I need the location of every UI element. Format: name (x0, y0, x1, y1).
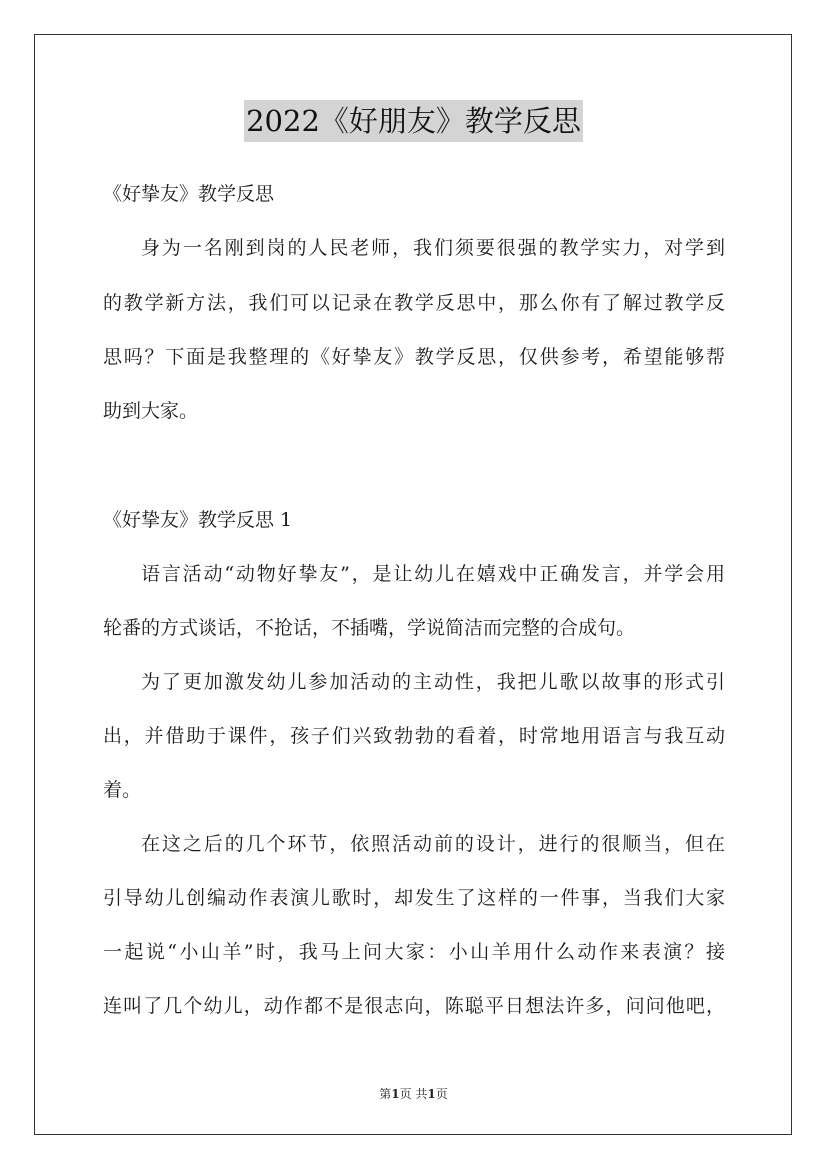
body-line: 着。 (103, 779, 142, 801)
title-block (0, 100, 827, 142)
body-line: 出，并借助于课件，孩子们兴致勃勃的看着，时常地用语言与我互动 (103, 725, 725, 747)
section-heading: 《好挚友》教学反思 1 (103, 509, 293, 531)
body-line: 引导幼儿创编动作表演儿歌时，却发生了这样的一件事，当我们大家 (103, 887, 725, 909)
body-line: 在这之后的几个环节，依照活动前的设计，进行的很顺当，但在 (141, 833, 725, 855)
body-line: 语言活动“动物好挚友”，是让幼儿在嬉戏中正确发言，并学会用 (141, 563, 725, 585)
footer-page-total: 1 (427, 1087, 436, 1101)
footer-prefix: 第 (379, 1087, 392, 1101)
intro-line: 身为一名刚到岗的人民老师，我们须要很强的教学实力，对学到 (141, 237, 725, 259)
page-footer (0, 1085, 827, 1102)
body-line: 一起说“小山羊”时，我马上问大家：小山羊用什么动作来表演？接 (103, 941, 725, 963)
body-line: 轮番的方式谈话，不抢话，不插嘴，学说简洁而完整的合成句。 (103, 617, 636, 639)
footer-mid: 页 共 (399, 1087, 428, 1101)
subheading: 《好挚友》教学反思 (103, 183, 275, 205)
intro-line: 的教学新方法，我们可以记录在教学反思中，那么你有了解过教学反 (103, 292, 725, 314)
footer-page-number: 1 (391, 1087, 400, 1101)
body-line: 为了更加激发幼儿参加活动的主动性，我把儿歌以故事的形式引 (141, 671, 725, 693)
intro-line: 思吗？下面是我整理的《好挚友》教学反思，仅供参考，希望能够帮 (103, 346, 725, 368)
footer-suffix: 页 (435, 1087, 448, 1101)
intro-line: 助到大家。 (103, 400, 199, 422)
document-title: 2022《好朋友》教学反思 (244, 100, 583, 142)
body-line: 连叫了几个幼儿，动作都不是很志向，陈聪平日想法许多，问问他吧， (103, 995, 725, 1017)
